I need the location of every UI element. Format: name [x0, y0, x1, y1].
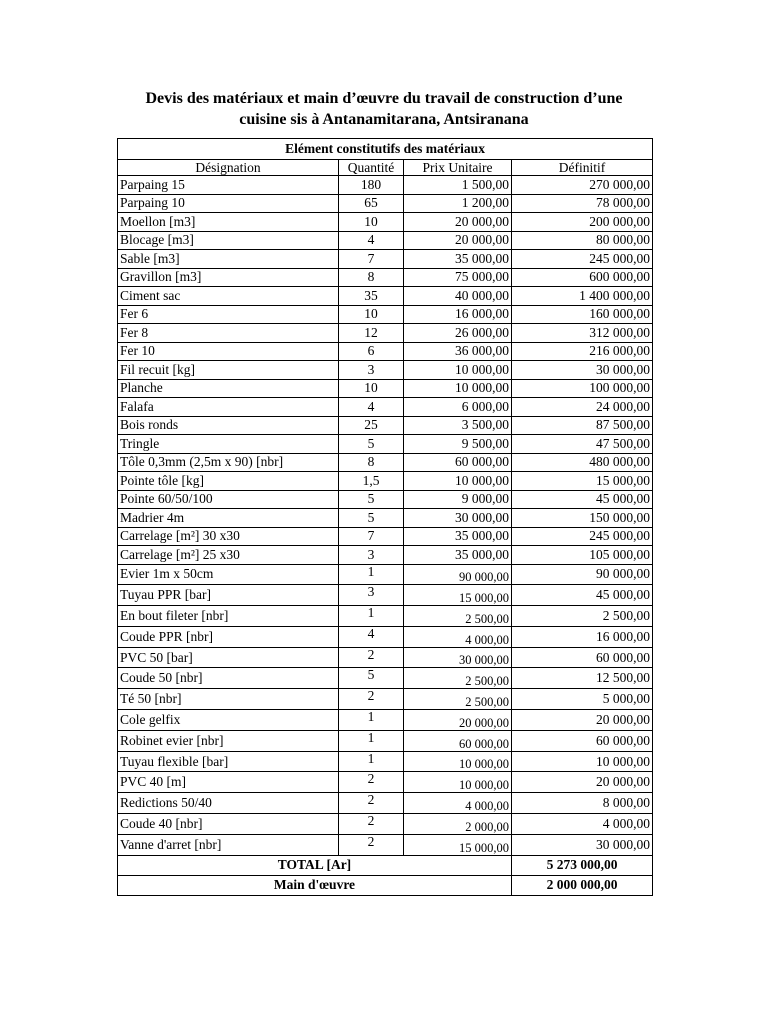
cell-quantite: 1 [339, 564, 404, 585]
table-row [118, 453, 653, 472]
table-row [118, 585, 653, 606]
cell-definitif: 30 000,00 [512, 361, 653, 380]
document-title [80, 88, 688, 130]
cell-definitif: 150 000,00 [512, 509, 653, 528]
cell-definitif: 200 000,00 [512, 213, 653, 232]
cell-designation: Planche [118, 379, 339, 398]
table-row [118, 490, 653, 509]
table-row [118, 710, 653, 731]
table-row [118, 647, 653, 668]
table-row [118, 342, 653, 361]
cell-designation: Bois ronds [118, 416, 339, 435]
cell-quantite: 1,5 [339, 472, 404, 491]
cell-prix-unitaire: 2 500,00 [404, 689, 512, 710]
total-row [118, 855, 653, 875]
cell-prix-unitaire: 2 500,00 [404, 668, 512, 689]
table-row [118, 472, 653, 491]
cell-designation: Fer 6 [118, 305, 339, 324]
cell-definitif: 30 000,00 [512, 834, 653, 855]
cell-quantite: 2 [339, 793, 404, 814]
table-row [118, 250, 653, 269]
cell-prix-unitaire: 26 000,00 [404, 324, 512, 343]
cell-definitif: 20 000,00 [512, 710, 653, 731]
cell-prix-unitaire: 9 000,00 [404, 490, 512, 509]
cell-definitif: 60 000,00 [512, 730, 653, 751]
cell-designation: Gravillon [m3] [118, 268, 339, 287]
cell-quantite: 4 [339, 626, 404, 647]
section-title: Elément constitutifs des matériaux [118, 139, 653, 160]
table-row [118, 416, 653, 435]
cell-quantite: 7 [339, 250, 404, 269]
cell-prix-unitaire: 3 500,00 [404, 416, 512, 435]
table-row [118, 564, 653, 585]
cell-prix-unitaire: 16 000,00 [404, 305, 512, 324]
cell-definitif: 1 400 000,00 [512, 287, 653, 306]
cell-quantite: 7 [339, 527, 404, 546]
cell-quantite: 2 [339, 814, 404, 835]
table-row [118, 324, 653, 343]
cell-quantite: 6 [339, 342, 404, 361]
cell-quantite: 10 [339, 305, 404, 324]
cell-prix-unitaire: 9 500,00 [404, 435, 512, 454]
table-row [118, 689, 653, 710]
cell-definitif: 10 000,00 [512, 751, 653, 772]
cell-prix-unitaire: 35 000,00 [404, 250, 512, 269]
cell-prix-unitaire: 20 000,00 [404, 213, 512, 232]
cell-definitif: 105 000,00 [512, 546, 653, 565]
cell-definitif: 2 500,00 [512, 606, 653, 627]
cell-definitif: 4 000,00 [512, 814, 653, 835]
cell-definitif: 245 000,00 [512, 527, 653, 546]
cell-definitif: 20 000,00 [512, 772, 653, 793]
cell-prix-unitaire: 30 000,00 [404, 647, 512, 668]
table-row [118, 231, 653, 250]
cell-quantite: 3 [339, 546, 404, 565]
cell-designation: Sable [m3] [118, 250, 339, 269]
cell-definitif: 245 000,00 [512, 250, 653, 269]
cell-quantite: 3 [339, 585, 404, 606]
table-row [118, 379, 653, 398]
header-definitif: Définitif [512, 160, 653, 176]
cell-prix-unitaire: 1 200,00 [404, 194, 512, 213]
cell-designation: Moellon [m3] [118, 213, 339, 232]
cell-quantite: 2 [339, 834, 404, 855]
cell-definitif: 60 000,00 [512, 647, 653, 668]
cell-prix-unitaire: 10 000,00 [404, 361, 512, 380]
cell-designation: Madrier 4m [118, 509, 339, 528]
cell-definitif: 100 000,00 [512, 379, 653, 398]
cell-quantite: 5 [339, 509, 404, 528]
cell-designation: Pointe tôle [kg] [118, 472, 339, 491]
cell-designation: En bout fileter [nbr] [118, 606, 339, 627]
materials-table-body [118, 139, 653, 856]
cell-prix-unitaire: 60 000,00 [404, 730, 512, 751]
cell-designation: Coude 40 [nbr] [118, 814, 339, 835]
cell-quantite: 2 [339, 647, 404, 668]
cell-designation: Parpaing 10 [118, 194, 339, 213]
cell-prix-unitaire: 15 000,00 [404, 834, 512, 855]
cell-designation: PVC 40 [m] [118, 772, 339, 793]
section-title-row [118, 139, 653, 160]
cell-definitif: 15 000,00 [512, 472, 653, 491]
table-row [118, 751, 653, 772]
cell-definitif: 47 500,00 [512, 435, 653, 454]
cell-quantite: 1 [339, 751, 404, 772]
cell-definitif: 216 000,00 [512, 342, 653, 361]
cell-prix-unitaire: 30 000,00 [404, 509, 512, 528]
table-row [118, 626, 653, 647]
cell-definitif: 87 500,00 [512, 416, 653, 435]
cell-prix-unitaire: 40 000,00 [404, 287, 512, 306]
cell-designation: Fer 8 [118, 324, 339, 343]
cell-quantite: 5 [339, 490, 404, 509]
cell-quantite: 1 [339, 710, 404, 731]
table-row [118, 435, 653, 454]
cell-definitif: 270 000,00 [512, 176, 653, 195]
cell-prix-unitaire: 75 000,00 [404, 268, 512, 287]
cell-prix-unitaire: 10 000,00 [404, 472, 512, 491]
cell-prix-unitaire: 4 000,00 [404, 793, 512, 814]
cell-designation: Pointe 60/50/100 [118, 490, 339, 509]
cell-prix-unitaire: 10 000,00 [404, 379, 512, 398]
cell-designation: Cole gelfix [118, 710, 339, 731]
cell-definitif: 45 000,00 [512, 585, 653, 606]
total-value: 5 273 000,00 [512, 855, 653, 875]
main-oeuvre-row [118, 875, 653, 895]
title-line-2: cuisine sis à Antanamitarana, Antsiranana [239, 111, 529, 128]
main-oeuvre-label: Main d'œuvre [118, 875, 512, 895]
cell-designation: Evier 1m x 50cm [118, 564, 339, 585]
header-designation: Désignation [118, 160, 339, 176]
cell-designation: Carrelage [m²] 25 x30 [118, 546, 339, 565]
cell-quantite: 25 [339, 416, 404, 435]
cell-definitif: 12 500,00 [512, 668, 653, 689]
table-row [118, 213, 653, 232]
cell-designation: Parpaing 15 [118, 176, 339, 195]
cell-prix-unitaire: 10 000,00 [404, 772, 512, 793]
cell-designation: Blocage [m3] [118, 231, 339, 250]
cell-prix-unitaire: 15 000,00 [404, 585, 512, 606]
cell-definitif: 80 000,00 [512, 231, 653, 250]
cell-designation: Carrelage [m²] 30 x30 [118, 527, 339, 546]
table-row [118, 287, 653, 306]
cell-quantite: 8 [339, 268, 404, 287]
cell-prix-unitaire: 2 000,00 [404, 814, 512, 835]
table-row [118, 361, 653, 380]
cell-designation: Té 50 [nbr] [118, 689, 339, 710]
cell-definitif: 90 000,00 [512, 564, 653, 585]
table-row [118, 668, 653, 689]
cell-quantite: 12 [339, 324, 404, 343]
cell-prix-unitaire: 36 000,00 [404, 342, 512, 361]
table-row [118, 527, 653, 546]
cell-quantite: 1 [339, 606, 404, 627]
table-row [118, 194, 653, 213]
cell-prix-unitaire: 35 000,00 [404, 546, 512, 565]
cell-definitif: 480 000,00 [512, 453, 653, 472]
table-row [118, 793, 653, 814]
table-row [118, 606, 653, 627]
cell-definitif: 45 000,00 [512, 490, 653, 509]
cell-quantite: 8 [339, 453, 404, 472]
table-row [118, 398, 653, 417]
cell-designation: Vanne d'arret [nbr] [118, 834, 339, 855]
cell-prix-unitaire: 6 000,00 [404, 398, 512, 417]
cell-prix-unitaire: 35 000,00 [404, 527, 512, 546]
header-row [118, 160, 653, 176]
cell-prix-unitaire: 20 000,00 [404, 710, 512, 731]
cell-quantite: 5 [339, 668, 404, 689]
materials-table [117, 138, 653, 896]
cell-prix-unitaire: 90 000,00 [404, 564, 512, 585]
cell-definitif: 78 000,00 [512, 194, 653, 213]
cell-designation: Tuyau PPR [bar] [118, 585, 339, 606]
cell-definitif: 312 000,00 [512, 324, 653, 343]
cell-quantite: 2 [339, 772, 404, 793]
cell-designation: Fil recuit [kg] [118, 361, 339, 380]
cell-designation: Falafa [118, 398, 339, 417]
cell-quantite: 4 [339, 398, 404, 417]
cell-quantite: 1 [339, 730, 404, 751]
cell-designation: Ciment sac [118, 287, 339, 306]
cell-definitif: 160 000,00 [512, 305, 653, 324]
table-row [118, 814, 653, 835]
cell-quantite: 5 [339, 435, 404, 454]
cell-prix-unitaire: 1 500,00 [404, 176, 512, 195]
cell-quantite: 180 [339, 176, 404, 195]
cell-prix-unitaire: 4 000,00 [404, 626, 512, 647]
cell-prix-unitaire: 60 000,00 [404, 453, 512, 472]
cell-designation: Tringle [118, 435, 339, 454]
table-row [118, 772, 653, 793]
cell-designation: Coude 50 [nbr] [118, 668, 339, 689]
cell-quantite: 3 [339, 361, 404, 380]
table-row [118, 305, 653, 324]
cell-quantite: 35 [339, 287, 404, 306]
cell-prix-unitaire: 2 500,00 [404, 606, 512, 627]
table-row [118, 509, 653, 528]
cell-definitif: 5 000,00 [512, 689, 653, 710]
cell-designation: Fer 10 [118, 342, 339, 361]
cell-prix-unitaire: 20 000,00 [404, 231, 512, 250]
table-row [118, 546, 653, 565]
table-row [118, 834, 653, 855]
cell-designation: Robinet evier [nbr] [118, 730, 339, 751]
cell-designation: PVC 50 [bar] [118, 647, 339, 668]
main-oeuvre-value: 2 000 000,00 [512, 875, 653, 895]
cell-quantite: 10 [339, 213, 404, 232]
header-quantite: Quantité [339, 160, 404, 176]
table-row [118, 268, 653, 287]
cell-designation: Tôle 0,3mm (2,5m x 90) [nbr] [118, 453, 339, 472]
table-row [118, 176, 653, 195]
title-line-1: Devis des matériaux et main d’œuvre du travail de construction d’une [145, 90, 623, 107]
cell-definitif: 8 000,00 [512, 793, 653, 814]
cell-prix-unitaire: 10 000,00 [404, 751, 512, 772]
cell-designation: Redictions 50/40 [118, 793, 339, 814]
cell-designation: Coude PPR [nbr] [118, 626, 339, 647]
cell-quantite: 4 [339, 231, 404, 250]
cell-definitif: 24 000,00 [512, 398, 653, 417]
cell-quantite: 65 [339, 194, 404, 213]
cell-quantite: 10 [339, 379, 404, 398]
cell-quantite: 2 [339, 689, 404, 710]
cell-definitif: 16 000,00 [512, 626, 653, 647]
header-prix-unitaire: Prix Unitaire [404, 160, 512, 176]
cell-definitif: 600 000,00 [512, 268, 653, 287]
table-row [118, 730, 653, 751]
total-label: TOTAL [Ar] [118, 855, 512, 875]
cell-designation: Tuyau flexible [bar] [118, 751, 339, 772]
